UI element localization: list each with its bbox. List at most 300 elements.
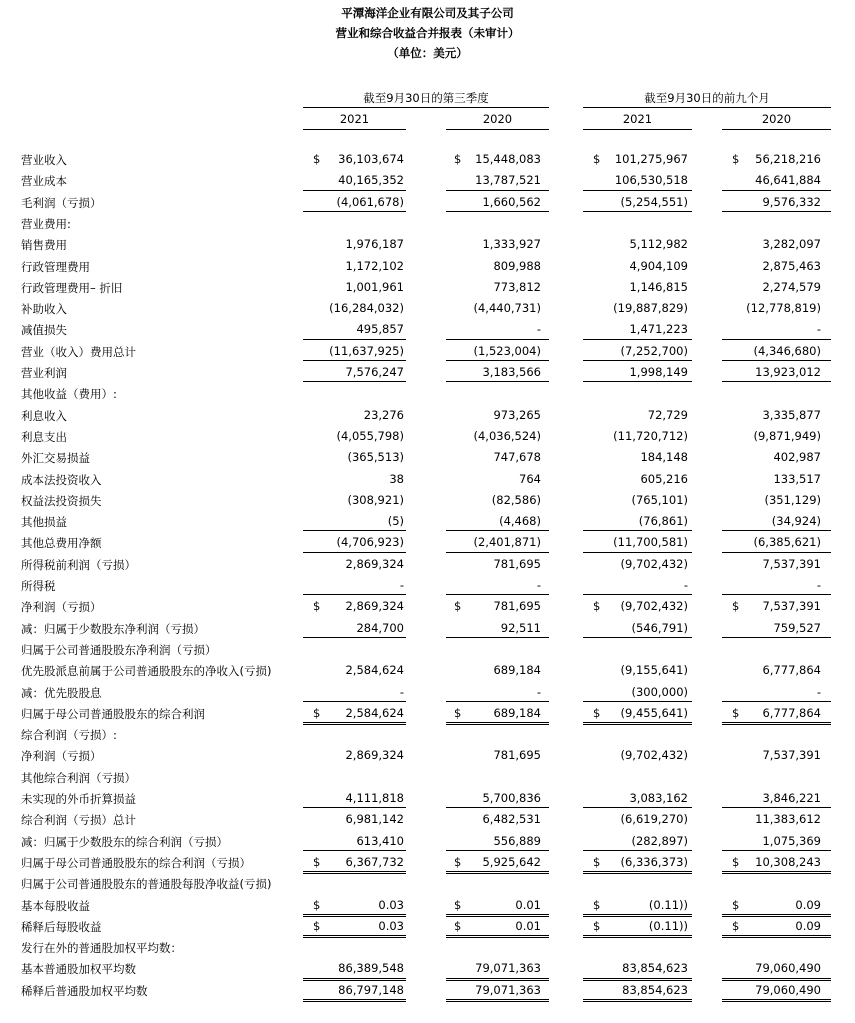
cell-value: 495,857 <box>356 322 404 337</box>
currency-symbol: $ <box>313 599 321 614</box>
table-row <box>0 426 855 447</box>
cell-value: - <box>683 578 688 592</box>
year-header: 2020 <box>761 112 792 126</box>
row-label: 归属于母公司普通股股东的综合利润 <box>21 706 205 721</box>
currency-symbol: $ <box>454 854 462 869</box>
row-rule <box>722 637 831 638</box>
cell-value: 40,165,352 <box>338 173 404 188</box>
table-row <box>0 980 855 1001</box>
row-rule <box>722 701 831 702</box>
table-row <box>0 596 855 617</box>
cell-value: 1,998,149 <box>629 365 688 379</box>
row-rule <box>303 552 406 553</box>
row-label: 归属于公司普通股股东的普通股每股净收益(亏损) <box>21 877 272 892</box>
cell-value: 101,275,967 <box>614 152 688 166</box>
row-rule <box>303 211 406 212</box>
year-underline <box>446 129 549 130</box>
cell-value: (82,586) <box>491 492 541 507</box>
row-rule <box>446 999 549 1002</box>
cell-value: 781,695 <box>493 748 541 763</box>
row-label: 未实现的外币折算损益 <box>21 792 136 806</box>
cell-value: (4,055,798) <box>336 428 404 443</box>
row-rule <box>303 339 406 340</box>
table-row <box>0 958 855 979</box>
currency-symbol: $ <box>593 705 601 720</box>
cell-value: 1,660,562 <box>482 194 541 209</box>
cell-value: 13,923,012 <box>755 365 821 379</box>
cell-value: 1,001,961 <box>345 279 404 294</box>
row-label: 其他损益 <box>21 515 67 530</box>
table-row <box>0 809 855 830</box>
cell-value: 2,584,624 <box>345 705 404 720</box>
row-rule <box>303 637 406 638</box>
table-row <box>0 852 855 873</box>
row-rule <box>303 850 406 851</box>
cell-value: (0.11)) <box>648 897 688 912</box>
row-label: 综合利润（亏损）: <box>21 728 117 743</box>
cell-value: 402,987 <box>773 450 821 465</box>
cell-value: (9,702,432) <box>620 556 688 571</box>
row-label: 营业费用: <box>21 216 71 231</box>
row-label: 行政管理费用– 折旧 <box>21 280 123 295</box>
row-rule <box>303 381 406 382</box>
table-row <box>0 319 855 340</box>
row-label: 营业利润 <box>21 366 67 380</box>
table-row <box>0 895 855 916</box>
period-underline <box>583 107 831 108</box>
row-label: 所得税 <box>21 579 56 593</box>
cell-value: (765,101) <box>631 492 688 507</box>
table-row <box>0 277 855 298</box>
row-label: 销售费用 <box>21 238 67 253</box>
row-rule <box>446 339 549 340</box>
table-row <box>0 745 855 766</box>
period-header: 截至9月30日的第三季度 <box>363 91 489 105</box>
currency-symbol: $ <box>593 599 601 614</box>
cell-value: (16,284,032) <box>329 301 404 316</box>
statement-title: 营业和综合收益合并报表（未审计） <box>335 26 520 40</box>
currency-symbol: $ <box>593 897 601 912</box>
cell-value: 2,869,324 <box>345 556 404 571</box>
cell-value: (5) <box>387 514 404 529</box>
cell-value: (11,700,581) <box>613 535 688 550</box>
cell-value: (5,254,551) <box>620 194 688 209</box>
cell-value: (4,061,678) <box>336 194 404 209</box>
cell-value: 7,537,391 <box>762 556 821 571</box>
table-row <box>0 660 855 681</box>
cell-value: (4,346,680) <box>753 343 821 358</box>
cell-value: 79,071,363 <box>475 961 541 976</box>
year-underline <box>722 129 831 130</box>
cell-value: (9,155,641) <box>620 663 688 678</box>
cell-value: 13,787,521 <box>475 173 541 188</box>
row-label: 基本普通股加权平均数 <box>21 962 136 977</box>
currency-symbol: $ <box>454 705 462 720</box>
table-row <box>0 298 855 319</box>
cell-value: 2,869,324 <box>345 748 404 763</box>
row-rule <box>722 552 831 553</box>
row-label: 补助收入 <box>21 302 67 317</box>
cell-value: (34,924) <box>771 514 821 529</box>
cell-value: 79,060,490 <box>755 961 821 976</box>
row-rule <box>303 530 406 531</box>
cell-value: 36,103,674 <box>338 152 404 166</box>
table-row <box>0 873 855 894</box>
table-row <box>0 618 855 639</box>
cell-value: 773,812 <box>493 279 541 294</box>
row-rule <box>303 360 406 361</box>
row-label: 减：归属于少数股东的综合利润（亏损） <box>21 834 228 849</box>
currency-symbol: $ <box>593 152 601 166</box>
cell-value: 4,111,818 <box>345 791 404 805</box>
cell-value: 9,576,332 <box>762 194 821 209</box>
row-rule <box>446 211 549 212</box>
cell-value: (6,619,270) <box>620 812 688 827</box>
currency-symbol: $ <box>313 918 321 933</box>
cell-value: (365,513) <box>347 450 404 465</box>
row-label: 基本每股收益 <box>21 898 90 913</box>
table-row <box>0 469 855 490</box>
row-label: 减值损失 <box>21 323 67 338</box>
currency-symbol: $ <box>732 918 740 933</box>
row-rule <box>303 594 406 595</box>
cell-value: 106,530,518 <box>614 173 688 188</box>
row-label: 稀释后普通股加权平均数 <box>21 983 148 998</box>
row-label: 减：优先股股息 <box>21 685 102 700</box>
row-rule <box>583 211 692 212</box>
cell-value: (11,637,925) <box>329 343 404 358</box>
cell-value: - <box>399 684 404 699</box>
cell-value: (9,455,641) <box>620 705 688 720</box>
cell-value: 5,925,642 <box>482 854 541 869</box>
currency-symbol: $ <box>732 599 740 614</box>
row-label: 利息收入 <box>21 408 67 423</box>
table-row <box>0 362 855 383</box>
cell-value: 83,854,623 <box>622 982 688 997</box>
cell-value: (2,401,871) <box>473 535 541 550</box>
row-label: 净利润（亏损） <box>21 749 102 764</box>
currency-symbol: $ <box>313 854 321 869</box>
table-row <box>0 639 855 660</box>
currency-symbol: $ <box>454 152 462 166</box>
currency-symbol: $ <box>313 897 321 912</box>
row-rule <box>583 594 692 595</box>
table-row <box>0 405 855 426</box>
table-row <box>0 788 855 809</box>
cell-value: 5,112,982 <box>629 237 688 252</box>
statement-titles <box>0 3 855 63</box>
cell-value: (9,871,949) <box>753 428 821 443</box>
row-label: 利息支出 <box>21 429 67 444</box>
currency-symbol: $ <box>732 854 740 869</box>
cell-value: 6,482,531 <box>482 812 541 827</box>
currency-symbol: $ <box>732 152 740 166</box>
row-label: 其他总费用净额 <box>21 536 102 551</box>
company-name: 平潭海洋企业有限公司及其子公司 <box>341 6 514 20</box>
cell-value: 605,216 <box>640 471 688 486</box>
cell-value: 79,060,490 <box>755 982 821 997</box>
table-row <box>0 341 855 362</box>
row-rule <box>446 360 549 361</box>
cell-value: (4,440,731) <box>473 301 541 316</box>
table-row <box>0 192 855 213</box>
row-rule <box>722 190 831 191</box>
row-label: 归属于公司普通股股东净利润（亏损） <box>21 642 217 657</box>
cell-value: 0.01 <box>515 918 541 933</box>
row-label: 归属于母公司普通股股东的综合利润（亏损） <box>21 855 251 870</box>
cell-value: 1,172,102 <box>345 258 404 273</box>
cell-value: - <box>816 684 821 699</box>
cell-value: (351,129) <box>764 492 821 507</box>
row-label: 发行在外的普通股加权平均数： <box>21 941 182 956</box>
cell-value: 747,678 <box>493 450 541 465</box>
table-row <box>0 554 855 575</box>
cell-value: - <box>816 322 821 337</box>
row-rule <box>303 999 406 1002</box>
year-header: 2020 <box>482 112 513 126</box>
table-row <box>0 682 855 703</box>
cell-value: 1,471,223 <box>629 322 688 337</box>
row-rule <box>722 594 831 595</box>
cell-value: 2,584,624 <box>345 663 404 678</box>
cell-value: 1,333,927 <box>482 237 541 252</box>
cell-value: 1,976,187 <box>345 237 404 252</box>
row-label: 营业（收入）费用总计 <box>21 344 136 359</box>
currency-symbol: $ <box>593 918 601 933</box>
row-rule <box>583 530 692 531</box>
row-rule <box>583 701 692 702</box>
row-rule <box>583 999 692 1002</box>
row-rule <box>303 701 406 702</box>
table-row <box>0 767 855 788</box>
cell-value: 1,146,815 <box>629 279 688 294</box>
row-label: 权益法投资损失 <box>21 493 102 508</box>
cell-value: 7,537,391 <box>762 599 821 614</box>
cell-value: 56,218,216 <box>755 152 821 166</box>
cell-value: 1,075,369 <box>762 833 821 848</box>
currency-symbol: $ <box>313 152 321 166</box>
row-rule <box>583 360 692 361</box>
cell-value: 10,308,243 <box>755 854 821 869</box>
cell-value: 3,183,566 <box>482 365 541 379</box>
row-rule <box>722 530 831 531</box>
cell-value: - <box>816 578 821 592</box>
cell-value: 0.09 <box>795 897 821 912</box>
table-row <box>0 170 855 191</box>
row-label: 毛利润（亏损） <box>21 195 102 210</box>
row-label: 外汇交易损益 <box>21 451 90 466</box>
row-rule <box>722 850 831 851</box>
row-label: 其他收益（费用）: <box>21 387 117 402</box>
row-rule <box>446 594 549 595</box>
row-rule <box>446 701 549 702</box>
cell-value: 556,889 <box>493 833 541 848</box>
currency-symbol: $ <box>593 854 601 869</box>
row-label: 成本法投资收入 <box>21 472 102 487</box>
table-row <box>0 383 855 404</box>
cell-value: - <box>536 322 541 337</box>
row-rule <box>446 190 549 191</box>
currency-symbol: $ <box>454 897 462 912</box>
cell-value: 3,083,162 <box>629 791 688 805</box>
cell-value: (1,523,004) <box>473 343 541 358</box>
cell-value: 2,274,579 <box>762 279 821 294</box>
table-row <box>0 916 855 937</box>
cell-value: - <box>399 578 404 592</box>
cell-value: (76,861) <box>638 514 688 529</box>
cell-value: 6,777,864 <box>762 663 821 678</box>
row-label: 减：归属于少数股东净利润（亏损） <box>21 621 205 636</box>
row-rule <box>446 530 549 531</box>
cell-value: 4,904,109 <box>629 258 688 273</box>
cell-value: (0.11)) <box>648 918 688 933</box>
cell-value: 6,777,864 <box>762 705 821 720</box>
cell-value: 689,184 <box>493 663 541 678</box>
cell-value: 689,184 <box>493 705 541 720</box>
row-rule <box>583 637 692 638</box>
row-rule <box>303 190 406 191</box>
table-row <box>0 447 855 468</box>
cell-value: 284,700 <box>356 620 404 635</box>
row-label: 综合利润（亏损）总计 <box>21 813 136 828</box>
table-row <box>0 724 855 745</box>
cell-value: (300,000) <box>631 684 688 699</box>
row-rule <box>583 190 692 191</box>
cell-value: 764 <box>519 471 541 486</box>
row-rule <box>722 381 831 382</box>
cell-value: 809,988 <box>493 258 541 273</box>
cell-value: - <box>536 578 541 592</box>
year-underline <box>583 129 692 130</box>
cell-value: 7,576,247 <box>345 365 404 379</box>
row-rule <box>722 999 831 1002</box>
row-rule <box>722 211 831 212</box>
cell-value: 23,276 <box>363 407 404 422</box>
cell-value: 184,148 <box>640 450 688 465</box>
cell-value: (7,252,700) <box>620 343 688 358</box>
row-rule <box>722 360 831 361</box>
currency-symbol: $ <box>732 705 740 720</box>
currency-symbol: $ <box>454 918 462 933</box>
row-rule <box>303 807 406 808</box>
cell-value: 0.01 <box>515 897 541 912</box>
row-rule <box>446 850 549 851</box>
cell-value: 0.09 <box>795 918 821 933</box>
year-header: 2021 <box>339 112 370 126</box>
table-row <box>0 703 855 724</box>
cell-value: (546,791) <box>631 620 688 635</box>
row-label: 净利润（亏损） <box>21 600 102 615</box>
table-row <box>0 256 855 277</box>
cell-value: (6,336,373) <box>620 854 688 869</box>
cell-value: (9,702,432) <box>620 748 688 763</box>
row-label: 所得税前利润（亏损） <box>21 557 136 572</box>
cell-value: (19,887,829) <box>613 301 688 316</box>
year-header: 2021 <box>622 112 653 126</box>
cell-value: 79,071,363 <box>475 982 541 997</box>
cell-value: 15,448,083 <box>475 152 541 166</box>
table-row <box>0 831 855 852</box>
cell-value: (12,778,819) <box>746 301 821 316</box>
year-underline <box>303 129 406 130</box>
cell-value: - <box>536 684 541 699</box>
period-header: 截至9月30日的前九个月 <box>644 91 770 105</box>
cell-value: 6,367,732 <box>345 854 404 869</box>
row-rule <box>583 807 692 808</box>
cell-value: 0.03 <box>378 918 404 933</box>
cell-value: (11,720,712) <box>613 428 688 443</box>
row-rule <box>722 339 831 340</box>
cell-value: 7,537,391 <box>762 748 821 763</box>
cell-value: 2,875,463 <box>762 258 821 273</box>
table-row <box>0 937 855 958</box>
table-row <box>0 149 855 170</box>
cell-value: 38 <box>389 471 404 486</box>
row-rule <box>446 552 549 553</box>
cell-value: 781,695 <box>493 556 541 571</box>
cell-value: (4,706,923) <box>336 535 404 550</box>
row-label: 稀释后每股收益 <box>21 919 102 934</box>
table-row <box>0 490 855 511</box>
cell-value: 72,729 <box>647 407 688 422</box>
cell-value: 2,869,324 <box>345 599 404 614</box>
table-row <box>0 213 855 234</box>
cell-value: (4,468) <box>499 514 541 529</box>
cell-value: 3,335,877 <box>762 407 821 422</box>
row-rule <box>583 552 692 553</box>
currency-symbol: $ <box>732 897 740 912</box>
unit-note: （单位：美元） <box>387 46 468 60</box>
cell-value: 3,846,221 <box>762 791 821 805</box>
cell-value: 759,527 <box>773 620 821 635</box>
cell-value: 0.03 <box>378 897 404 912</box>
cell-value: 83,854,623 <box>622 961 688 976</box>
cell-value: 781,695 <box>493 599 541 614</box>
row-rule <box>446 381 549 382</box>
table-row <box>0 575 855 596</box>
cell-value: 5,700,836 <box>482 791 541 805</box>
cell-value: 92,511 <box>500 620 541 635</box>
cell-value: 133,517 <box>773 471 821 486</box>
cell-value: 86,389,548 <box>338 961 404 976</box>
row-label: 营业收入 <box>21 153 67 167</box>
cell-value: (308,921) <box>347 492 404 507</box>
cell-value: (6,385,621) <box>753 535 821 550</box>
row-rule <box>583 850 692 851</box>
cell-value: (282,897) <box>631 833 688 848</box>
cell-value: (9,702,432) <box>620 599 688 614</box>
currency-symbol: $ <box>313 705 321 720</box>
row-rule <box>583 381 692 382</box>
cell-value: 86,797,148 <box>338 982 404 997</box>
cell-value: (4,036,524) <box>473 428 541 443</box>
cell-value: 613,410 <box>356 833 404 848</box>
cell-value: 973,265 <box>493 407 541 422</box>
row-rule <box>446 637 549 638</box>
row-label: 行政管理费用 <box>21 259 90 274</box>
row-label: 营业成本 <box>21 174 67 189</box>
cell-value: 6,981,142 <box>345 812 404 827</box>
cell-value: 3,282,097 <box>762 237 821 252</box>
cell-value: 46,641,884 <box>755 173 821 188</box>
table-row <box>0 511 855 532</box>
row-label: 优先股派息前属于公司普通股股东的净收入(亏损) <box>21 664 272 679</box>
row-rule <box>722 807 831 808</box>
table-row <box>0 234 855 255</box>
row-rule <box>446 807 549 808</box>
period-underline <box>303 107 549 108</box>
currency-symbol: $ <box>454 599 462 614</box>
